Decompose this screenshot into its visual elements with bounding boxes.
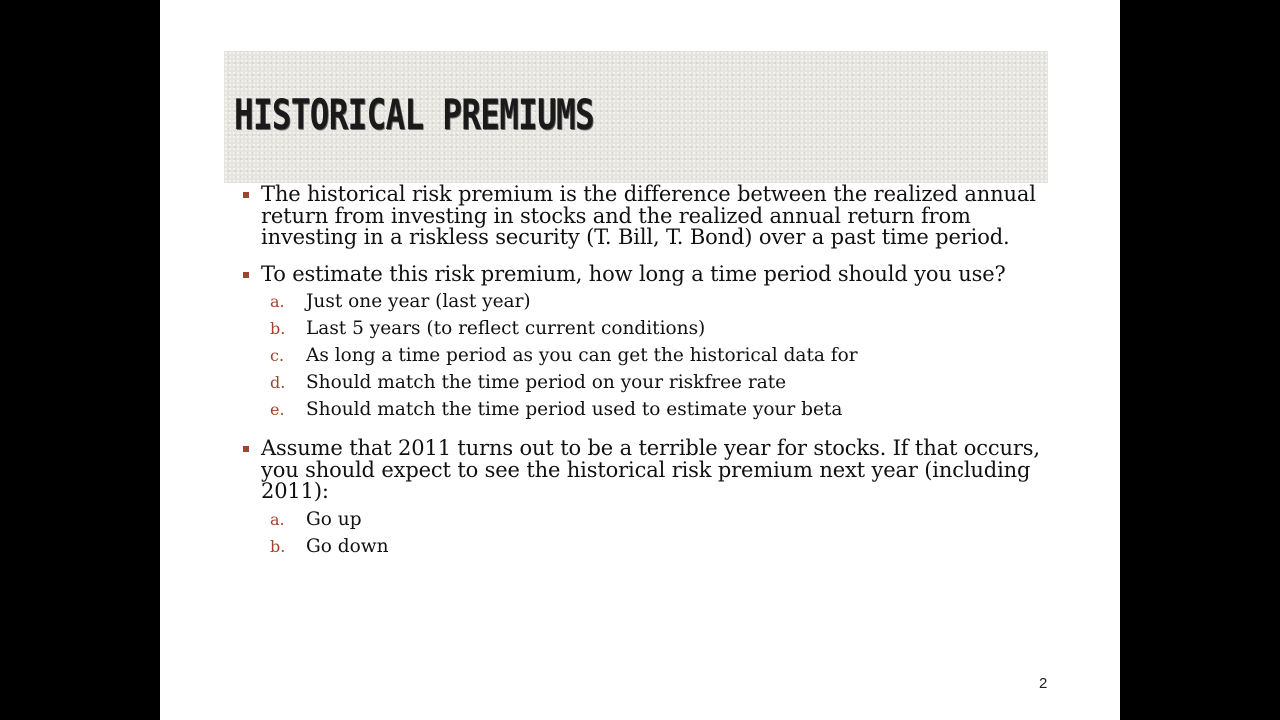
slide-content [240, 184, 1040, 560]
option-text: Should match the time period on your riskfree rate [306, 372, 787, 393]
option-text: Should match the time period used to estimate your beta [306, 399, 843, 420]
slide-title: HISTORICAL PREMIUMS [234, 90, 594, 139]
option-list [240, 506, 1040, 560]
option-letter: e. [270, 400, 285, 419]
option-item [270, 396, 1040, 423]
bullet-text: To estimate this risk premium, how long a time period should you use? [261, 261, 1006, 286]
option-letter: c. [270, 346, 285, 365]
option-list [240, 288, 1040, 423]
option-letter: a. [270, 509, 285, 529]
bullet-item [240, 184, 1040, 249]
option-letter: b. [270, 536, 286, 556]
option-text: Go up [306, 508, 362, 530]
bullet-square-icon [243, 272, 249, 278]
option-text: Last 5 years (to reflect current conditions) [306, 318, 706, 339]
option-letter: b. [270, 319, 286, 338]
bullet-item [240, 261, 1040, 286]
option-text: Go down [306, 535, 389, 557]
bullet-item [240, 438, 1040, 503]
bullet-text: Assume that 2011 turns out to be a terrible year for stocks. If that occurs, you should expect to see the historical risk premium next year (including 2011): [261, 436, 1040, 503]
option-item [270, 533, 1040, 560]
option-letter: d. [270, 373, 286, 392]
option-letter: a. [270, 292, 285, 311]
option-item [270, 288, 1040, 315]
option-text: As long a time period as you can get the historical data for [306, 345, 858, 366]
option-item [270, 369, 1040, 396]
option-item [270, 342, 1040, 369]
page-number: 2 [1039, 675, 1048, 692]
option-item [270, 315, 1040, 342]
slide [160, 0, 1120, 720]
option-item [270, 506, 1040, 533]
bullet-square-icon [243, 446, 249, 452]
bullet-text: The historical risk premium is the difference between the realized annual return from investing in stocks and the realized annual return from investing in a riskless security (T. Bill, T. Bond) over a past time period. [261, 182, 1036, 249]
option-text: Just one year (last year) [306, 291, 531, 312]
bullet-square-icon [243, 192, 249, 198]
